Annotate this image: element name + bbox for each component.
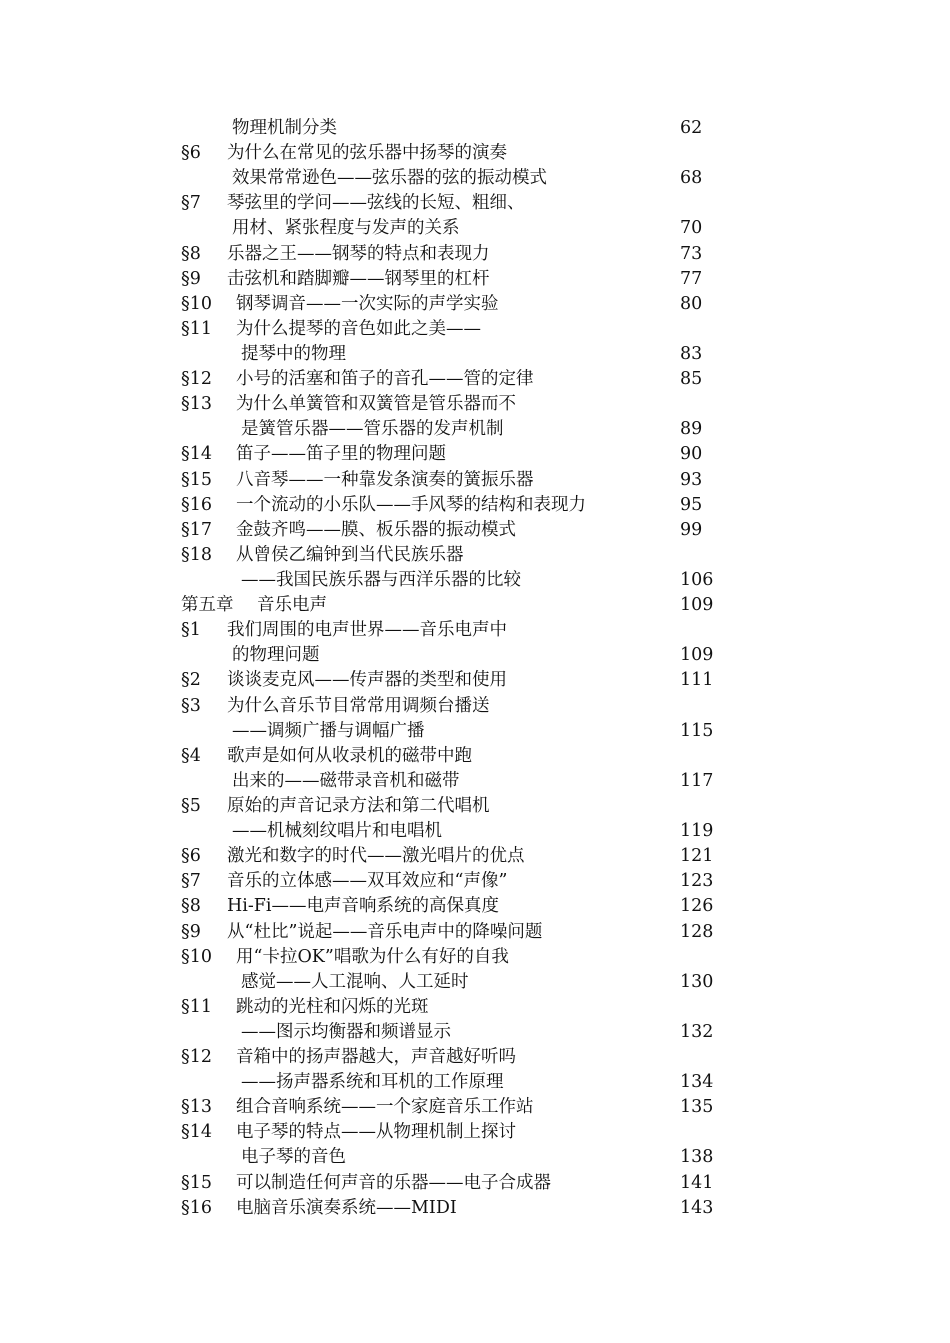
toc-entry — [0, 920, 950, 945]
section-number: §10 — [181, 946, 213, 967]
toc-entry — [0, 292, 950, 317]
section-number: §5 — [181, 795, 201, 816]
page-number: 123 — [680, 871, 714, 892]
entry-title: ——图示均衡器和频谱显示 — [241, 1021, 451, 1042]
entry-title: 出来的——磁带录音机和磁带 — [232, 770, 460, 791]
toc-entry — [0, 668, 950, 693]
entry-title: 击弦机和踏脚瓣——钢琴里的杠杆 — [227, 268, 490, 289]
section-number: §13 — [181, 394, 213, 415]
entry-title: 电脑音乐演奏系统——MIDI — [236, 1197, 457, 1218]
section-number: §9 — [181, 921, 201, 942]
section-number: §12 — [181, 1047, 213, 1068]
toc-entry — [0, 417, 950, 442]
page-number: 90 — [680, 444, 703, 465]
section-number: §11 — [181, 996, 213, 1017]
entry-title: 八音琴——一种靠发条演奏的簧振乐器 — [236, 469, 534, 490]
entry-title: 一个流动的小乐队——手风琴的结构和表现力 — [236, 494, 586, 515]
page-number: 85 — [680, 369, 703, 390]
entry-title: 可以制造任何声音的乐器——电子合成器 — [236, 1172, 551, 1193]
toc-entry — [0, 1145, 950, 1170]
page-number: 80 — [680, 293, 703, 314]
page-number: 62 — [680, 118, 703, 138]
section-number: §4 — [181, 745, 201, 766]
entry-title: 音箱中的扬声器越大，声音越好听吗 — [236, 1047, 516, 1068]
toc-entry — [0, 794, 950, 819]
toc-entry — [0, 869, 950, 894]
entry-title: 激光和数字的时代——激光唱片的优点 — [227, 846, 525, 867]
toc-entry — [0, 945, 950, 970]
toc-entry — [0, 493, 950, 518]
section-number: §8 — [181, 243, 201, 264]
toc-entry — [0, 1095, 950, 1120]
entry-title: 电子琴的特点——从物理机制上探讨 — [236, 1122, 516, 1143]
entry-title: 歌声是如何从收录机的磁带中跑 — [227, 745, 472, 766]
page-number: 106 — [680, 569, 714, 590]
page-number: 128 — [680, 921, 714, 942]
section-number: §9 — [181, 268, 201, 289]
section-number: §6 — [181, 846, 201, 867]
entry-title: 乐器之王——钢琴的特点和表现力 — [227, 243, 490, 264]
toc-entry — [0, 995, 950, 1020]
page-number: 70 — [680, 218, 703, 239]
entry-title: 钢琴调音——一次实际的声学实验 — [236, 293, 499, 314]
section-number: §11 — [181, 318, 213, 339]
entry-title: 小号的活塞和笛子的音孔——管的定律 — [236, 369, 534, 390]
toc-entry — [0, 392, 950, 417]
toc-entry — [0, 1045, 950, 1070]
page-number: 134 — [680, 1072, 714, 1093]
page-number: 119 — [680, 821, 714, 842]
entry-title: 电子琴的音色 — [241, 1147, 346, 1168]
entry-title: 感觉——人工混响、人工延时 — [241, 971, 469, 992]
section-number: §12 — [181, 369, 213, 390]
toc-entry — [0, 442, 950, 467]
entry-title: 跳动的光柱和闪烁的光斑 — [236, 996, 429, 1017]
toc-entry — [0, 618, 950, 643]
entry-title: 谈谈麦克风——传声器的类型和使用 — [227, 670, 507, 691]
entry-title: 提琴中的物理 — [241, 343, 346, 364]
page-number: 117 — [680, 770, 714, 791]
toc-entry — [0, 166, 950, 191]
section-number: §15 — [181, 1172, 213, 1193]
table-of-contents — [0, 116, 950, 1221]
toc-entry — [0, 593, 950, 618]
toc-entry — [0, 317, 950, 342]
entry-title: 笛子——笛子里的物理问题 — [236, 444, 446, 465]
page-number: 111 — [680, 670, 714, 691]
section-number: §16 — [181, 494, 213, 515]
section-number: §13 — [181, 1097, 213, 1118]
toc-entry — [0, 719, 950, 744]
entry-title: ——机械刻纹唱片和电唱机 — [232, 821, 442, 842]
entry-title: 原始的声音记录方法和第二代唱机 — [227, 795, 490, 816]
section-number: §3 — [181, 695, 201, 716]
page-number: 130 — [680, 971, 714, 992]
toc-entry — [0, 1120, 950, 1145]
entry-title: Hi-Fi——电声音响系统的高保真度 — [227, 896, 500, 917]
entry-title: 用“卡拉OK”唱歌为什么有好的自我 — [236, 946, 509, 967]
section-number: §18 — [181, 544, 213, 565]
section-number: §1 — [181, 620, 201, 641]
page-number: 109 — [680, 595, 714, 616]
toc-entry — [0, 1020, 950, 1045]
page-number: 132 — [680, 1021, 714, 1042]
entry-title: 组合音响系统——一个家庭音乐工作站 — [236, 1097, 534, 1118]
page-number: 99 — [680, 519, 703, 540]
toc-entry — [0, 242, 950, 267]
toc-entry — [0, 543, 950, 568]
toc-entry — [0, 744, 950, 769]
entry-title: 为什么提琴的音色如此之美—— — [236, 318, 481, 339]
toc-entry — [0, 367, 950, 392]
section-number: §6 — [181, 143, 201, 164]
entry-title: ——扬声器系统和耳机的工作原理 — [241, 1072, 504, 1093]
entry-title: 为什么在常见的弦乐器中扬琴的演奏 — [227, 143, 507, 164]
entry-title: ——我国民族乐器与西洋乐器的比较 — [241, 569, 521, 590]
toc-entry — [0, 844, 950, 869]
toc-entry — [0, 819, 950, 844]
page-number: 73 — [680, 243, 703, 264]
page-number: 83 — [680, 343, 703, 364]
toc-entry — [0, 468, 950, 493]
page-number: 143 — [680, 1197, 714, 1218]
section-number: §7 — [181, 871, 201, 892]
page-number: 121 — [680, 846, 714, 867]
toc-entry — [0, 1171, 950, 1196]
page-number: 89 — [680, 419, 703, 440]
entry-title: 我们周围的电声世界——音乐电声中 — [227, 620, 507, 641]
toc-entry — [0, 518, 950, 543]
section-number: §10 — [181, 293, 213, 314]
toc-entry — [0, 191, 950, 216]
section-number: §17 — [181, 519, 213, 540]
entry-title: 效果常常逊色——弦乐器的弦的振动模式 — [232, 168, 547, 189]
toc-entry — [0, 116, 950, 141]
entry-title: 音乐的立体感——双耳效应和“声像” — [227, 871, 508, 892]
entry-title: 物理机制分类 — [232, 118, 337, 138]
chapter-title: 音乐电声 — [257, 595, 327, 616]
page-number: 126 — [680, 896, 714, 917]
page-number: 95 — [680, 494, 703, 515]
entry-title: 为什么音乐节目常常用调频台播送 — [227, 695, 490, 716]
page-number: 141 — [680, 1172, 714, 1193]
toc-entry — [0, 568, 950, 593]
section-number: §14 — [181, 1122, 213, 1143]
toc-entry — [0, 694, 950, 719]
section-number: §16 — [181, 1197, 213, 1218]
toc-entry — [0, 894, 950, 919]
entry-title: 为什么单簧管和双簧管是管乐器而不 — [236, 394, 516, 415]
entry-title: 是簧管乐器——管乐器的发声机制 — [241, 419, 504, 440]
entry-title: 金鼓齐鸣——膜、板乐器的振动模式 — [236, 519, 516, 540]
toc-entry — [0, 141, 950, 166]
entry-title: 从“杜比”说起——音乐电声中的降噪问题 — [227, 921, 543, 942]
toc-entry — [0, 267, 950, 292]
toc-entry — [0, 970, 950, 995]
section-number: §7 — [181, 193, 201, 214]
toc-entry — [0, 769, 950, 794]
section-number: §2 — [181, 670, 201, 691]
chapter-label: 第五章 — [181, 595, 234, 616]
section-number: §15 — [181, 469, 213, 490]
toc-entry — [0, 216, 950, 241]
entry-title: 用材、紧张程度与发声的关系 — [232, 218, 460, 239]
page-number: 93 — [680, 469, 703, 490]
toc-entry — [0, 1196, 950, 1221]
toc-entry — [0, 1070, 950, 1095]
page-number: 115 — [680, 720, 714, 741]
entry-title: 的物理问题 — [232, 645, 320, 666]
page-number: 68 — [680, 168, 703, 189]
entry-title: ——调频广播与调幅广播 — [232, 720, 425, 741]
page-number: 77 — [680, 268, 703, 289]
toc-entry — [0, 643, 950, 668]
section-number: §14 — [181, 444, 213, 465]
toc-entry — [0, 342, 950, 367]
page-number: 138 — [680, 1147, 714, 1168]
section-number: §8 — [181, 896, 201, 917]
page-number: 109 — [680, 645, 714, 666]
entry-title: 从曾侯乙编钟到当代民族乐器 — [236, 544, 464, 565]
entry-title: 琴弦里的学问——弦线的长短、粗细、 — [227, 193, 525, 214]
page-number: 135 — [680, 1097, 714, 1118]
